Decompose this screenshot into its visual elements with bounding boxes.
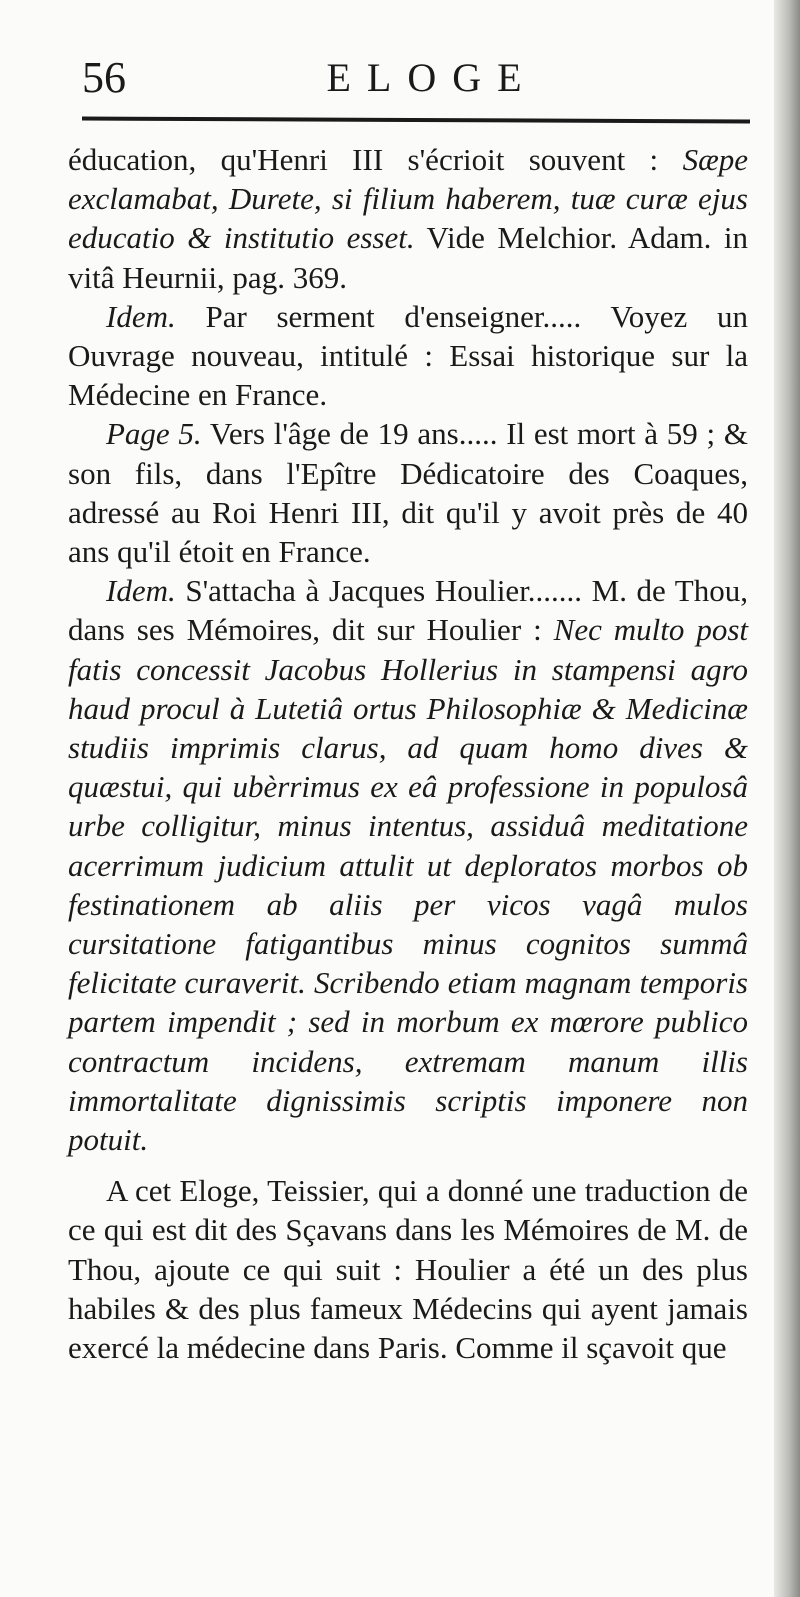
paragraph-4-latin: Nec multo post fatis concessit Jacobus Hollerius in stampensi agro haud procul à Lutetiâ ortus Philosophiæ & Medicinæ studiis imprimis clarus, ad quam homo dives & quæstui, qui ubèrrimus ex eâ professione in populosâ urbe colligitur, minus intentus, assiduâ meditatione acerrimum judicium attulit ut deploratos morbos ob festinationem ab aliis per vicos vagâ mulos cursitatione fatigantibus minus cognitos summâ felicitate curaverit. Scribendo etiam magnam temporis partem impendit ; sed in morbum ex mœrore publico contractum incidens, extremam manum illis immortalitate dignissimis scriptis imponere non potuit. [68, 612, 748, 1158]
paragraph-4 [68, 571, 748, 1159]
paragraph-4-text: S'attacha à Jacques Houlier....... M. de Thou, dans ses Mémoires, dit sur Houlier : [68, 573, 748, 648]
page-header [82, 50, 742, 106]
paragraph-2 [68, 297, 748, 415]
header-rule [82, 117, 750, 124]
paragraph-2-lead: Idem. [106, 298, 176, 334]
paragraph-1-tail: Vide Melchior. Adam. in vitâ Heurnii, pag. 369. [68, 220, 748, 295]
paragraph-3 [68, 414, 748, 571]
page-edge-shadow [774, 0, 800, 1597]
paragraph-2-text: Par serment d'enseigner..... Voyez un Ouvrage nouveau, intitulé : Essai historique sur la Médecine en France. [68, 298, 748, 413]
paragraph-1-text: éducation, qu'Henri III s'écrioit souvent : [68, 142, 659, 177]
paragraph-1-latin: Sæpe exclamabat, Durete, si filium haberem, tuæ curæ ejus educatio & institutio esset. [68, 142, 748, 256]
page-number: 56 [82, 53, 126, 102]
paragraph-4-lead: Idem. [106, 573, 176, 609]
body-text [68, 140, 748, 1367]
paragraph-3-lead: Page 5. [106, 416, 202, 452]
paragraph-1 [68, 140, 748, 297]
paragraph-3-text: Vers l'âge de 19 ans..... Il est mort à 59 ; & son fils, dans l'Epître Dédicatoire des Coaques, adressé au Roi Henri III, dit qu'il y avoit près de 40 ans qu'il étoit en France. [68, 416, 748, 570]
running-head: ELOGE [326, 55, 538, 100]
paragraph-5 [68, 1171, 748, 1367]
paragraph-5-text: A cet Eloge, Teissier, qui a donné une traduction de ce qui est dit des Sçavans dans les Mémoires de M. de Thou, ajoute ce qui suit : Houlier a été un des plus habiles & des plus fameux Médecins qui ayent jamais exercé la médecine dans Paris. Comme il sçavoit que [68, 1173, 748, 1366]
